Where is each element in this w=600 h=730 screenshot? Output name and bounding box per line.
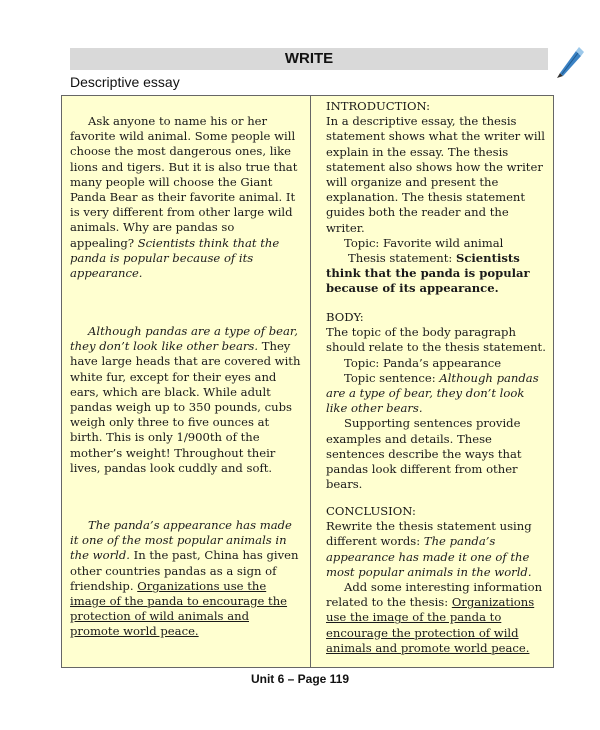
essay-body-text: They have large heads that are covered with white fur, except for their eyes and ears, which are black. While adult pandas weigh up to 350 pounds, cubs weigh only three to five ounces at birth. This is only 1/900th of the mother’s weight! Throughout their lives, pandas look cuddly and soft. xyxy=(70,339,301,475)
conclusion-add: Add some interesting information related to the thesis: xyxy=(326,580,543,610)
essay-intro-text: Ask anyone to name his or her favorite wild animal. Some people will choose the most dangerous ones, like lions and tigers. But it is also true that many people will choose the Giant Panda Bear as their favorite animal. It is very different from other large wild animals. Why are pandas so appealing? xyxy=(70,114,298,250)
essay-topic-sentence: Although pandas are a type of bear, they don’t look like other bears. xyxy=(70,324,298,354)
intro-thesis: Scientists think that the panda is popular because of its appearance. xyxy=(326,251,530,296)
body-topic: Topic: Panda’s appearance xyxy=(344,355,502,370)
intro-thesis-label: Thesis statement: xyxy=(348,251,456,266)
conclusion-text: Rewrite the thesis statement using different words: xyxy=(326,519,532,549)
conclusion-restated: The panda’s appearance has made it one of the most popular animals in the world. xyxy=(326,534,532,579)
essay-paragraph-body xyxy=(70,324,302,476)
page-subtitle: Descriptive essay xyxy=(70,74,180,90)
intro-heading: INTRODUCTION: xyxy=(326,99,431,113)
essay-thesis: Scientists think that the panda is popular because of its appearance. xyxy=(70,235,280,281)
essay-paragraph-intro xyxy=(70,114,302,281)
section-header-bar xyxy=(70,48,548,70)
intro-text: In a descriptive essay, the thesis statement shows what the writer will explain in the essay. The thesis statement also shows how the writer will organize and present the explanation. The thesis statement guides both the reader and the writer. xyxy=(326,114,545,235)
body-text: The topic of the body paragraph should relate to the thesis statement. xyxy=(326,325,546,355)
notes-conclusion xyxy=(326,504,548,656)
essay-conclusion-text: In the past, China has given other countries pandas as a sign of friendship. xyxy=(70,548,299,593)
body-support: Supporting sentences provide examples and details. These sentences describe the ways that pandas look different from other bears. xyxy=(326,416,522,492)
body-sentence: Although pandas are a type of bear, they don’t look like other bears. xyxy=(326,370,539,416)
essay-underlined-sentence: Organizations use the image of the panda to encourage the protection of wild animals and promote world peace. xyxy=(70,578,288,639)
notes-introduction xyxy=(326,99,548,297)
essay-restated-thesis: The panda’s appearance has made it one of the most popular animals in the world. xyxy=(70,518,292,563)
pencil-icon xyxy=(554,45,584,79)
conclusion-heading: CONCLUSION: xyxy=(326,504,416,518)
page-footer: Unit 6 – Page 119 xyxy=(250,672,350,686)
essay-paragraph-conclusion xyxy=(70,518,302,640)
body-heading: BODY: xyxy=(326,310,364,324)
notes-body xyxy=(326,310,548,492)
conclusion-underlined: Organizations use the image of the panda to encourage the protection of wild animals and promote world peace. xyxy=(326,595,535,655)
intro-topic: Topic: Favorite wild animal xyxy=(344,235,504,250)
column-divider xyxy=(310,95,311,668)
section-title: WRITE xyxy=(284,50,334,67)
body-sentence-label: Topic sentence: xyxy=(344,370,440,385)
